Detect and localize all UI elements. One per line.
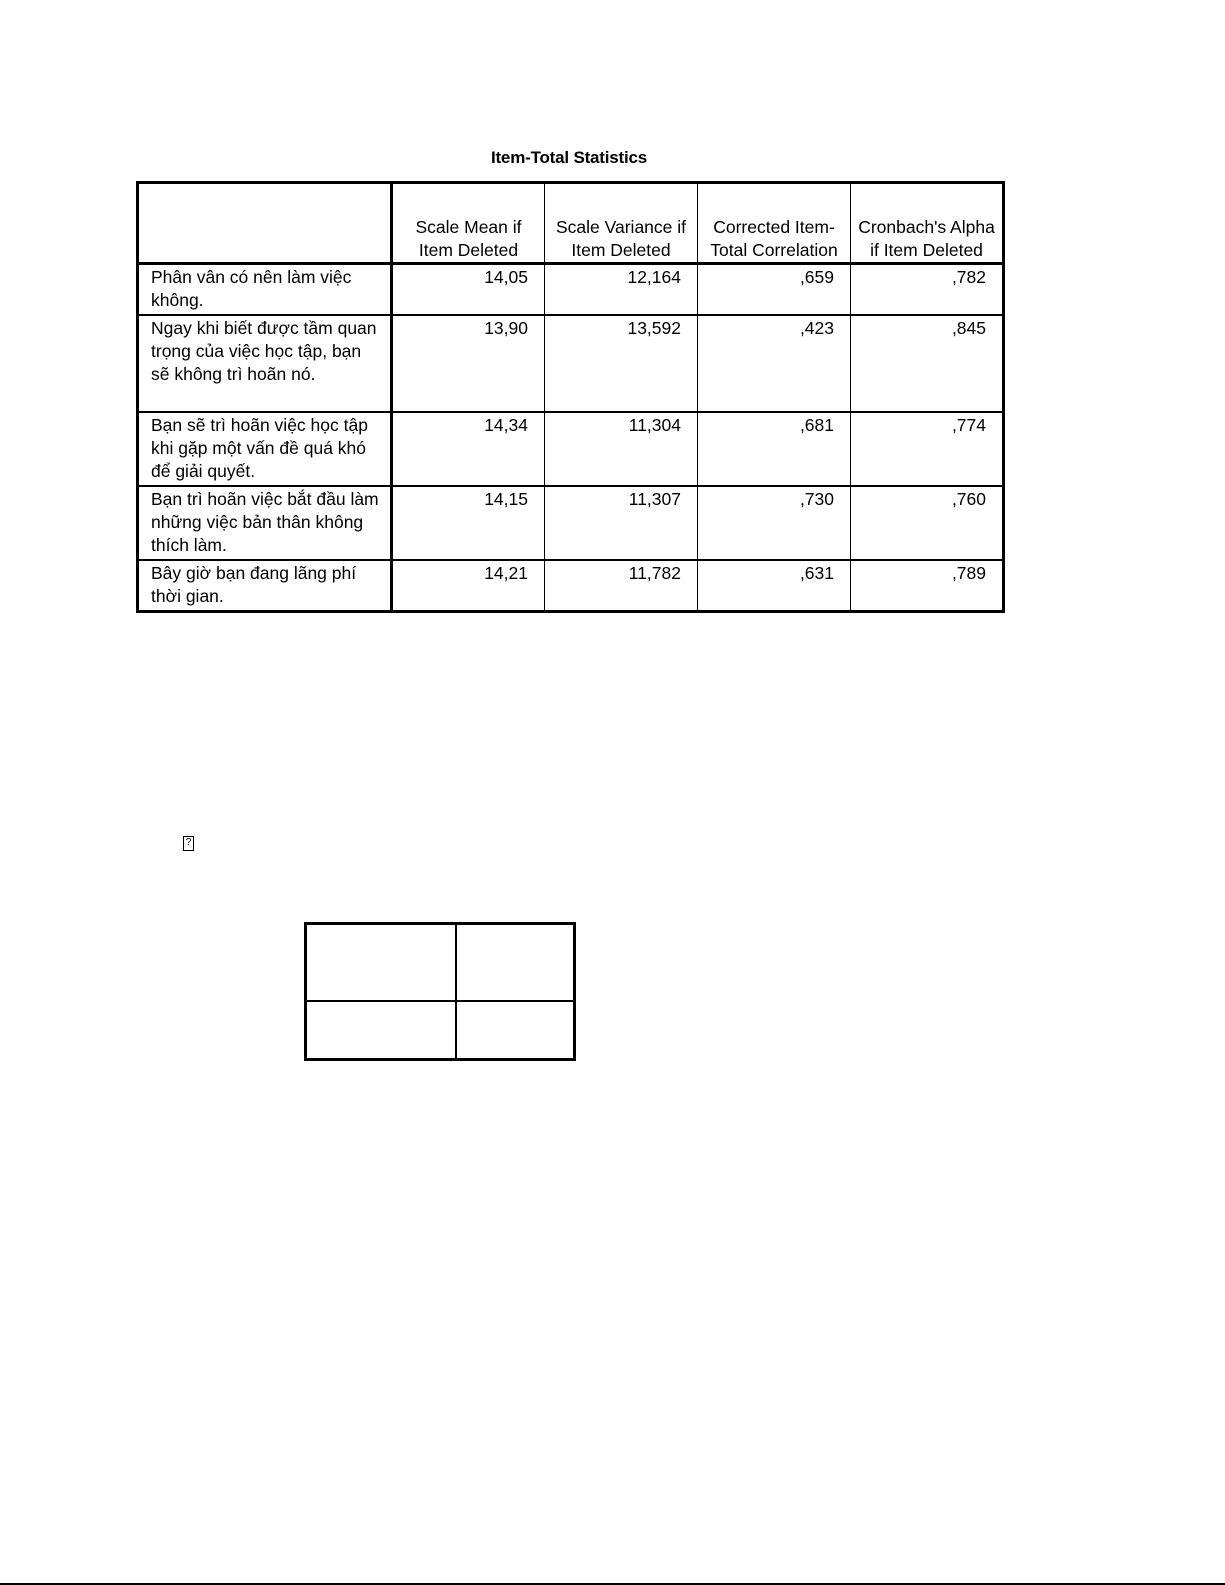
header-scale-mean: Scale Mean if Item Deleted	[392, 183, 545, 264]
cell-scale-mean: 14,15	[392, 486, 545, 560]
row-label: Bạn sẽ trì hoãn việc học tập khi gặp một vấn đề quá khó để giải quyết.	[138, 412, 392, 486]
table-row	[138, 264, 1004, 316]
cell-cronbach-alpha: ,845	[851, 315, 1004, 412]
header-scale-variance: Scale Variance if Item Deleted	[545, 183, 698, 264]
empty-table-row	[306, 924, 575, 1001]
cell-corrected-correlation: ,681	[698, 412, 851, 486]
cell-scale-mean: 13,90	[392, 315, 545, 412]
cell-cronbach-alpha: ,782	[851, 264, 1004, 316]
header-cronbach-alpha: Cronbach's Alpha if Item Deleted	[851, 183, 1004, 264]
cell-scale-variance: 11,782	[545, 560, 698, 612]
cell-scale-variance: 11,307	[545, 486, 698, 560]
cell-scale-variance: 12,164	[545, 264, 698, 316]
cell-corrected-correlation: ,423	[698, 315, 851, 412]
cell-scale-mean: 14,21	[392, 560, 545, 612]
header-corrected-correlation: Corrected Item-Total Correlation	[698, 183, 851, 264]
table-row	[138, 560, 1004, 612]
cell-cronbach-alpha: ,760	[851, 486, 1004, 560]
cell-corrected-correlation: ,730	[698, 486, 851, 560]
table-row	[138, 412, 1004, 486]
cell-cronbach-alpha: ,789	[851, 560, 1004, 612]
cell-scale-variance: 11,304	[545, 412, 698, 486]
cell-scale-variance: 13,592	[545, 315, 698, 412]
empty-cell	[456, 1001, 575, 1060]
cell-corrected-correlation: ,631	[698, 560, 851, 612]
row-label: Phân vân có nên làm việc không.	[138, 264, 392, 316]
empty-cell	[306, 1001, 456, 1060]
cell-scale-mean: 14,05	[392, 264, 545, 316]
cell-scale-mean: 14,34	[392, 412, 545, 486]
cell-cronbach-alpha: ,774	[851, 412, 1004, 486]
row-label: Bây giờ bạn đang lãng phí thời gian.	[138, 560, 392, 612]
header-row	[138, 183, 1004, 264]
missing-glyph-icon: ?	[183, 836, 194, 851]
empty-cell	[306, 924, 456, 1001]
empty-cell	[456, 924, 575, 1001]
item-total-statistics-table	[136, 181, 1005, 613]
empty-table	[304, 922, 576, 1061]
row-label: Ngay khi biết được tầm quan trọng của việc học tập, bạn sẽ không trì hoãn nó.	[138, 315, 392, 412]
table-row	[138, 315, 1004, 412]
empty-table-row	[306, 1001, 575, 1060]
table-title: Item-Total Statistics	[490, 148, 648, 167]
header-empty-cell	[138, 183, 392, 264]
cell-corrected-correlation: ,659	[698, 264, 851, 316]
row-label: Bạn trì hoãn việc bắt đầu làm những việc bản thân không thích làm.	[138, 486, 392, 560]
table-row	[138, 486, 1004, 560]
